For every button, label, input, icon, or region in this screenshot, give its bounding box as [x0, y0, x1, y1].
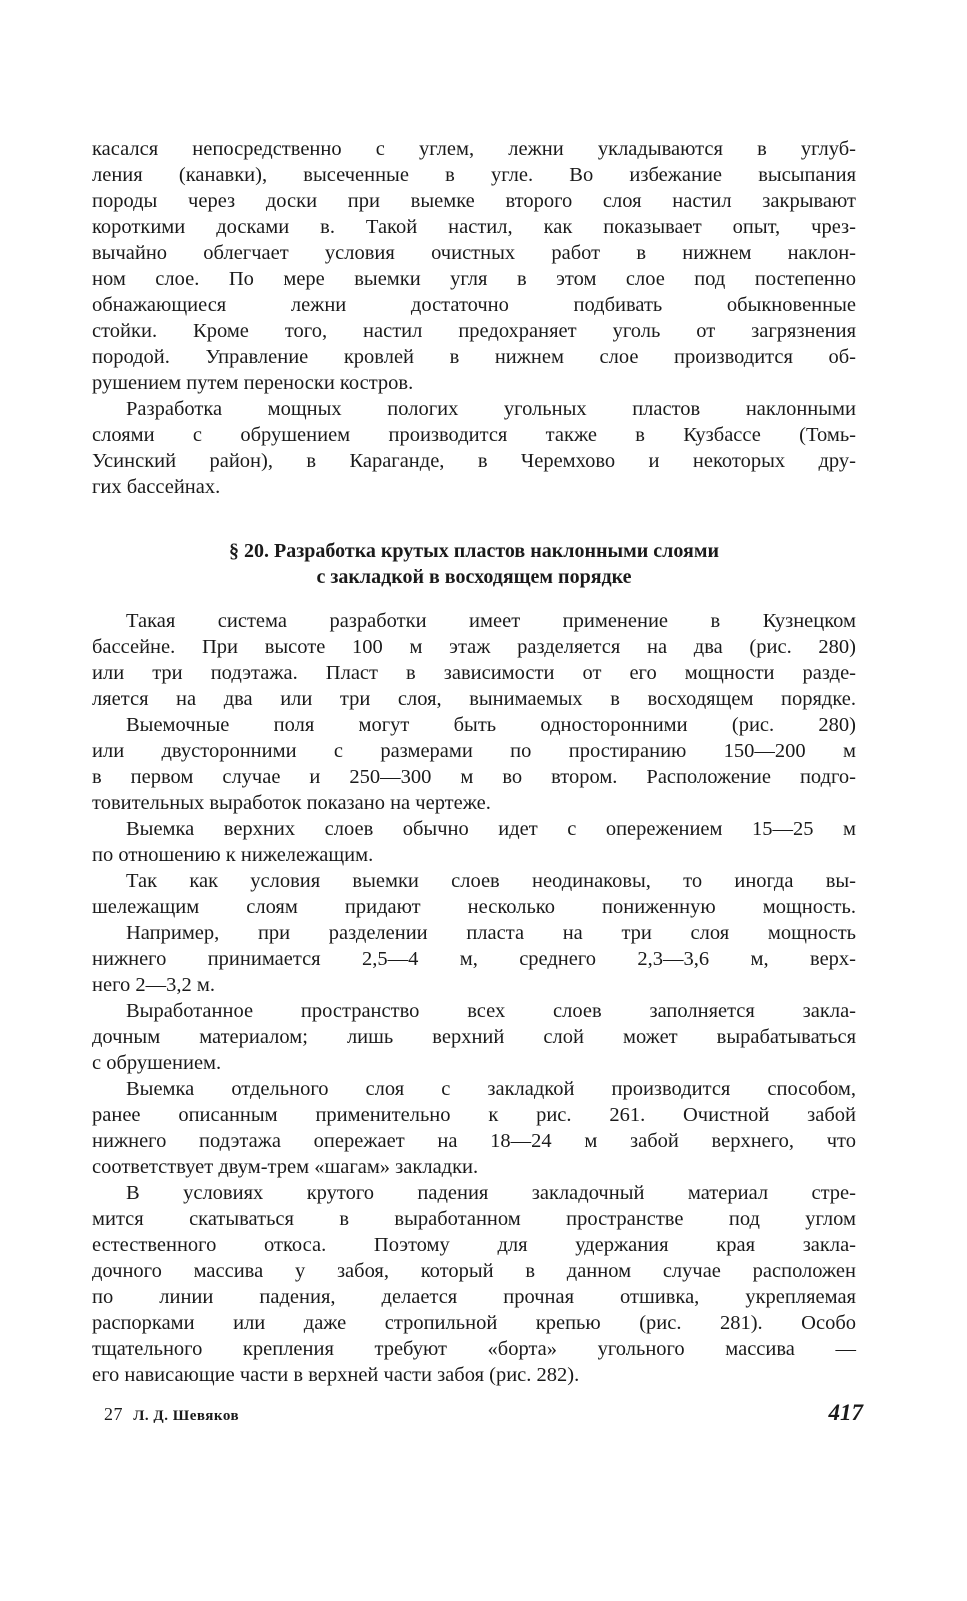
text-line: Усинский район), в Караганде, в Черемхово и некоторых дру-: [92, 450, 856, 472]
text-line: мится скатываться в выработанном пространстве под углом: [92, 1208, 856, 1230]
text-line: тщательного крепления требуют «борта» угольного массива —: [92, 1338, 856, 1360]
section-heading: [92, 538, 856, 590]
text-line: него 2—3,2 м.: [92, 974, 215, 996]
text-line: или двусторонними с размерами по простиранию 150—200 м: [92, 740, 856, 762]
text-line: соответствует двум-трем «шагам» закладки.: [92, 1156, 479, 1178]
text-line: рушением путем переноски костров.: [92, 372, 414, 394]
text-line: Выемочные поля могут быть односторонними (рис. 280): [126, 714, 856, 736]
text-block-main: [92, 608, 856, 1388]
text-line: Разработка мощных пологих угольных пластов наклонными: [126, 398, 856, 420]
text-line: или три подэтажа. Пласт в зависимости от его мощности разде-: [92, 662, 856, 684]
text-line: дочного массива у забоя, который в данном случае расположен: [92, 1260, 856, 1282]
text-line: породой. Управление кровлей в нижнем слое производится об-: [92, 346, 856, 368]
text-line: обнажающиеся лежни достаточно подбивать обыкновенные: [92, 294, 856, 316]
page-number: 417: [828, 1400, 863, 1425]
text-line: вычайно облегчает условия очистных работ в нижнем наклон-: [92, 242, 856, 264]
text-line: слоями с обрушением производится также в Кузбассе (Томь-: [92, 424, 856, 446]
text-line: ления (канавки), высеченные в угле. Во избежание высыпания: [92, 164, 856, 186]
text-line: Выемка отдельного слоя с закладкой производится способом,: [126, 1078, 856, 1100]
text-line: Такая система разработки имеет применение в Кузнецком: [126, 610, 856, 632]
text-line: бассейне. При высоте 100 м этаж разделяется на два (рис. 280): [92, 636, 856, 658]
text-line: породы через доски при выемке второго слоя настил закрывают: [92, 190, 856, 212]
text-line: гих бассейнах.: [92, 476, 221, 498]
text-line: в первом случае и 250—300 м во втором. Расположение подго-: [92, 766, 856, 788]
text-block-top: [92, 136, 856, 500]
text-line: по линии падения, делается прочная отшивка, укрепляемая: [92, 1286, 856, 1308]
author-name: Л. Д. Шевяков: [133, 1408, 240, 1424]
footer-signature: [104, 1404, 239, 1425]
text-line: естественного откоса. Поэтому для удержания края закла-: [92, 1234, 856, 1256]
text-line: ранее описанным применительно к рис. 261. Очистной забой: [92, 1104, 856, 1126]
signature-number: 27: [104, 1404, 123, 1424]
text-line: распорками или даже стропильной крепью (рис. 281). Особо: [92, 1312, 856, 1334]
text-line: Выработанное пространство всех слоев заполняется закла-: [126, 1000, 856, 1022]
section-heading-line-2: с закладкой в восходящем порядке: [316, 566, 632, 588]
text-line: нижнего принимается 2,5—4 м, среднего 2,3—3,6 м, верх-: [92, 948, 856, 970]
text-line: Так как условия выемки слоев неодинаковы, то иногда вы-: [126, 870, 856, 892]
text-line: стойки. Кроме того, настил предохраняет уголь от загрязнения: [92, 320, 856, 342]
text-line: короткими досками в. Такой настил, как показывает опыт, чрез-: [92, 216, 856, 238]
text-line: нижнего подэтажа опережает на 18—24 м забой верхнего, что: [92, 1130, 856, 1152]
section-heading-line-1: § 20. Разработка крутых пластов наклонными слоями: [229, 540, 719, 562]
text-line: В условиях крутого падения закладочный материал стре-: [126, 1182, 856, 1204]
text-line: Выемка верхних слоев обычно идет с опережением 15—25 м: [126, 818, 856, 840]
text-line: касался непосредственно с углем, лежни укладываются в углуб-: [92, 138, 856, 160]
text-line: ляется на два или три слоя, вынимаемых в восходящем порядке.: [92, 688, 856, 710]
text-line: Например, при разделении пласта на три слоя мощность: [126, 922, 856, 944]
text-line: ном слое. По мере выемки угля в этом слое под постепенно: [92, 268, 856, 290]
text-line: шележащим слоям придают несколько пониженную мощность.: [92, 896, 856, 918]
text-line: с обрушением.: [92, 1052, 222, 1074]
text-line: дочным материалом; лишь верхний слой может вырабатываться: [92, 1026, 856, 1048]
text-line: по отношению к нижележащим.: [92, 844, 374, 866]
text-line: товительных выработок показано на чертеже.: [92, 792, 491, 814]
text-line: его нависающие части в верхней части забоя (рис. 282).: [92, 1364, 580, 1386]
